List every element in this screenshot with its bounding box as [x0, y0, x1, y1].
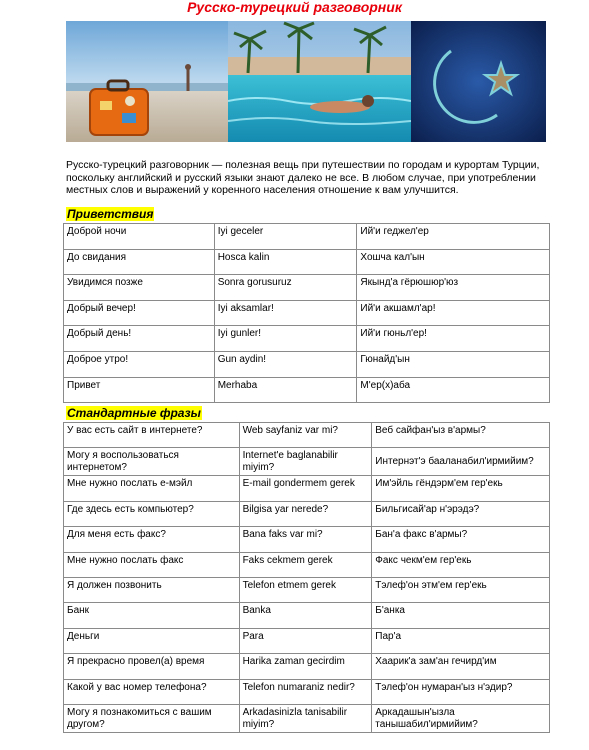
pronunciation-cell: Пар'а — [372, 628, 550, 653]
photo-banner — [66, 21, 546, 142]
turkish-cell: Iyi aksamlar! — [214, 300, 357, 326]
pronunciation-cell: Хошча кал'ын — [357, 249, 550, 275]
pool-resort-photo — [228, 21, 411, 142]
turkish-cell: Bana faks var mi? — [239, 527, 372, 552]
russian-cell: Доброе утро! — [64, 351, 215, 377]
turkish-cell: Telefon numaraniz nedir? — [239, 679, 372, 704]
table-row — [64, 326, 550, 352]
russian-cell: До свидания — [64, 249, 215, 275]
pronunciation-cell: Веб сайфан'ыз в'армы? — [372, 423, 550, 448]
pronunciation-cell: Им'эйль гёндэрм'ем гер'екь — [372, 476, 550, 501]
russian-cell: Какой у вас номер телефона? — [64, 679, 240, 704]
table-row — [64, 552, 550, 577]
turkish-cell: Sonra gorusuruz — [214, 275, 357, 301]
pronunciation-cell: Тэлеф'он этм'ем гер'екь — [372, 577, 550, 602]
greetings-table — [63, 223, 550, 403]
turkish-cell: Banka — [239, 603, 372, 628]
table-row — [64, 275, 550, 301]
turkish-cell: Gun aydin! — [214, 351, 357, 377]
russian-cell: Мне нужно послать е-мэйл — [64, 476, 240, 501]
table-row — [64, 628, 550, 653]
turkish-cell: Web sayfaniz var mi? — [239, 423, 372, 448]
turkish-cell: Arkadasinizla tanisabilir miyim? — [239, 704, 372, 732]
russian-cell: Банк — [64, 603, 240, 628]
table-row — [64, 300, 550, 326]
table-row — [64, 603, 550, 628]
russian-cell: Доброй ночи — [64, 224, 215, 250]
pronunciation-cell: Гюнайд'ын — [357, 351, 550, 377]
pronunciation-cell: Ий'и акшамл'ар! — [357, 300, 550, 326]
pronunciation-cell: М'ер(х)аба — [357, 377, 550, 403]
pronunciation-cell: Бильгисай'ар н'эрэдэ? — [372, 501, 550, 526]
turkish-cell: Harika zaman gecirdim — [239, 654, 372, 679]
intro-paragraph: Русско-турецкий разговорник — полезная вещь при путешествии по городам и курортам Турции, поскольку английский и русский языки знают далеко не все. В любом случае, при употреблении местных слов и выражений у коренного населения отношение к вам улучшится. — [66, 159, 540, 196]
pronunciation-cell: Якынд'а гёрюшюр'юз — [357, 275, 550, 301]
table-row — [64, 377, 550, 403]
table-row — [64, 476, 550, 501]
pronunciation-cell: Тэлеф'он нумаран'ыз н'эдир? — [372, 679, 550, 704]
russian-cell: Я должен позвонить — [64, 577, 240, 602]
table-row — [64, 249, 550, 275]
pronunciation-cell: Интернэт'э бааланабил'ирмийим? — [372, 448, 550, 476]
russian-cell: Деньги — [64, 628, 240, 653]
russian-cell: Привет — [64, 377, 215, 403]
russian-cell: Добрый вечер! — [64, 300, 215, 326]
pronunciation-cell: Факс чекм'ем гер'екь — [372, 552, 550, 577]
phrases-table — [63, 422, 550, 733]
table-row — [64, 224, 550, 250]
russian-cell: Мне нужно послать факс — [64, 552, 240, 577]
turkish-cell: Iyi gunler! — [214, 326, 357, 352]
russian-cell: У вас есть сайт в интернете? — [64, 423, 240, 448]
turkish-cell: Iyi geceler — [214, 224, 357, 250]
turkish-cell: E-mail gondermem gerek — [239, 476, 372, 501]
table-row — [64, 679, 550, 704]
table-row — [64, 654, 550, 679]
table-row — [64, 351, 550, 377]
suitcase-beach-photo — [66, 21, 228, 142]
table-row — [64, 704, 550, 732]
turkish-cell: Telefon etmem gerek — [239, 577, 372, 602]
turkish-cell: Internet'e baglanabilir miyim? — [239, 448, 372, 476]
pronunciation-cell: Аркадашын'ызла танышабил'ирмийим? — [372, 704, 550, 732]
pronunciation-cell: Ий'и геджел'ер — [357, 224, 550, 250]
pronunciation-cell: Ий'и гюньл'ер! — [357, 326, 550, 352]
table-row — [64, 448, 550, 476]
turkish-cell: Faks cekmem gerek — [239, 552, 372, 577]
turkish-cell: Bilgisa yar nerede? — [239, 501, 372, 526]
table-row — [64, 527, 550, 552]
table-row — [64, 577, 550, 602]
table-row — [64, 423, 550, 448]
russian-cell: Где здесь есть компьютер? — [64, 501, 240, 526]
page-title: Русско-турецкий разговорник — [187, 0, 402, 15]
turkish-cell: Hosca kalin — [214, 249, 357, 275]
pronunciation-cell: Хаарик'а зам'ан гечирд'им — [372, 654, 550, 679]
russian-cell: Увидимся позже — [64, 275, 215, 301]
section-heading-greetings: Приветствия — [67, 207, 154, 221]
russian-cell: Добрый день! — [64, 326, 215, 352]
turkish-cell: Merhaba — [214, 377, 357, 403]
pronunciation-cell: Б'анка — [372, 603, 550, 628]
table-row — [64, 501, 550, 526]
russian-cell: Я прекрасно провел(а) время — [64, 654, 240, 679]
russian-cell: Могу я познакомиться с вашим другом? — [64, 704, 240, 732]
turkey-crescent-island-photo — [411, 21, 546, 142]
russian-cell: Для меня есть факс? — [64, 527, 240, 552]
section-heading-phrases: Стандартные фразы — [67, 406, 201, 420]
turkish-cell: Para — [239, 628, 372, 653]
pronunciation-cell: Бан'а факс в'армы? — [372, 527, 550, 552]
russian-cell: Могу я воспользоваться интернетом? — [64, 448, 240, 476]
